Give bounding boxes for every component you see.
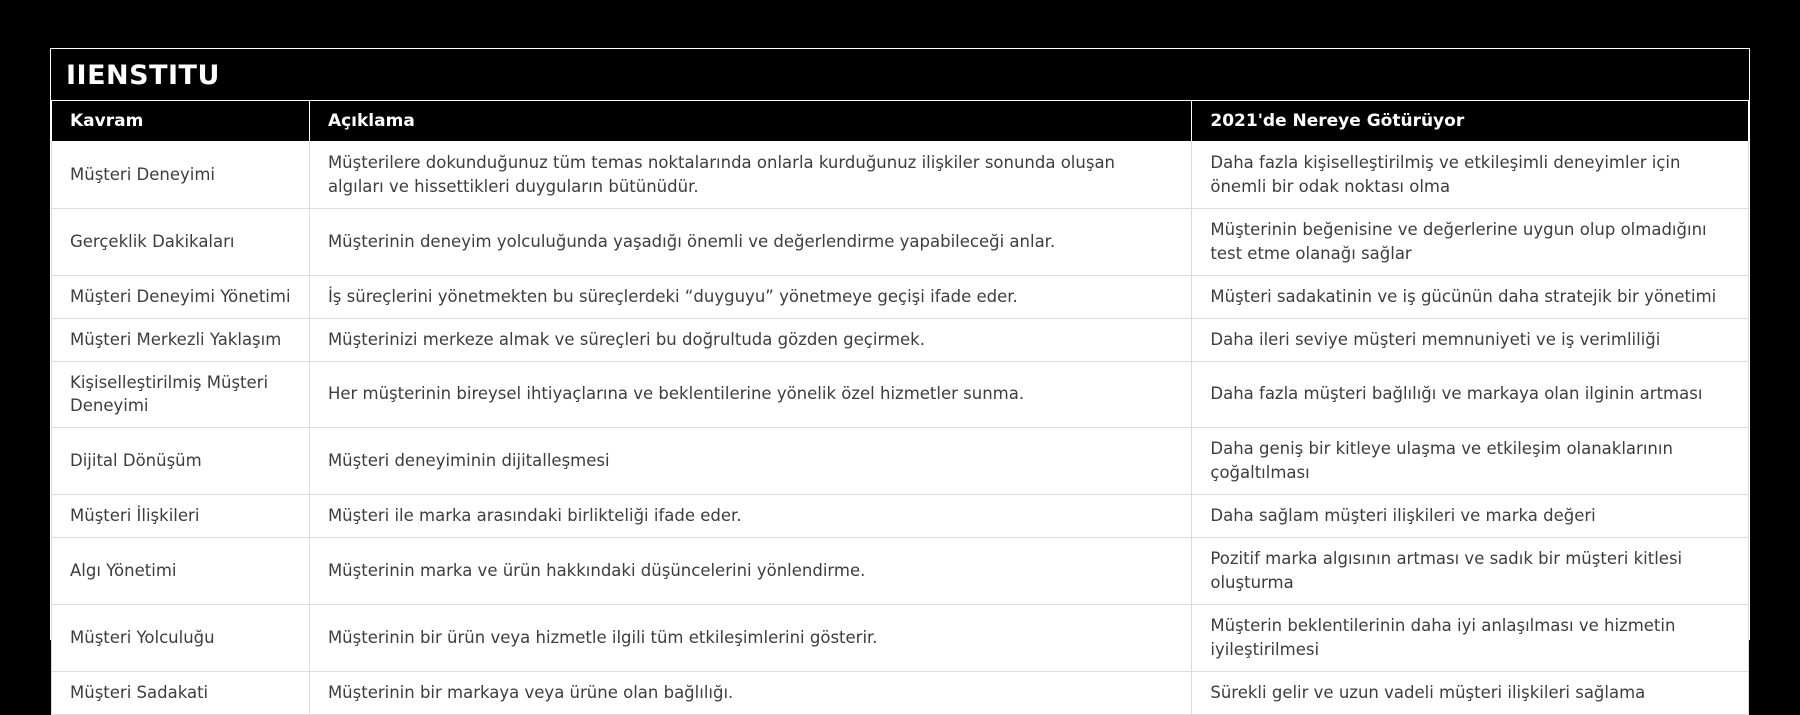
nereye-goturuyor-cell: Daha ileri seviye müşteri memnuniyeti ve iş verimliliği: [1192, 318, 1749, 361]
nereye-goturuyor-cell: Daha fazla kişiselleştirilmiş ve etkileşimli deneyimler için önemli bir odak noktası olma: [1192, 142, 1749, 209]
nereye-goturuyor-cell: Müşterin beklentilerinin daha iyi anlaşılması ve hizmetin iyileştirilmesi: [1192, 604, 1749, 671]
table-row: [52, 361, 1749, 428]
aciklama-cell: Her müşterinin bireysel ihtiyaçlarına ve beklentilerine yönelik özel hizmetler sunma.: [309, 361, 1191, 428]
kavram-cell: Müşteri İlişkileri: [52, 495, 310, 538]
aciklama-cell: Müşterinin bir ürün veya hizmetle ilgili tüm etkileşimlerini gösterir.: [309, 604, 1191, 671]
concept-table-card: [50, 48, 1750, 702]
nereye-goturuyor-cell: Daha geniş bir kitleye ulaşma ve etkileşim olanaklarının çoğaltılması: [1192, 428, 1749, 495]
aciklama-cell: Müşteri deneyiminin dijitalleşmesi: [309, 428, 1191, 495]
nereye-goturuyor-cell: Sürekli gelir ve uzun vadeli müşteri ilişkileri sağlama: [1192, 671, 1749, 714]
nereye-goturuyor-cell: Müşteri sadakatinin ve iş gücünün daha stratejik bir yönetimi: [1192, 275, 1749, 318]
aciklama-cell: Müşterinizi merkeze almak ve süreçleri bu doğrultuda gözden geçirmek.: [309, 318, 1191, 361]
kavram-cell: Algı Yönetimi: [52, 538, 310, 605]
aciklama-cell: Müşterinin deneyim yolculuğunda yaşadığı önemli ve değerlendirme yapabileceği anlar.: [309, 208, 1191, 275]
table-header-row: [52, 101, 1749, 142]
column-header-aciklama: Açıklama: [309, 101, 1191, 142]
aciklama-cell: Müşteri ile marka arasındaki birlikteliği ifade eder.: [309, 495, 1191, 538]
column-header-2021: 2021'de Nereye Götürüyor: [1192, 101, 1749, 142]
kavram-cell: Müşteri Deneyimi Yönetimi: [52, 275, 310, 318]
table-row: [52, 208, 1749, 275]
nereye-goturuyor-cell: Daha sağlam müşteri ilişkileri ve marka değeri: [1192, 495, 1749, 538]
kavram-cell: Gerçeklik Dakikaları: [52, 208, 310, 275]
table-row: [52, 671, 1749, 714]
table-body: [52, 142, 1749, 715]
aciklama-cell: Müşterilere dokunduğunuz tüm temas noktalarında onlarla kurduğunuz ilişkiler sonunda oluşan algıları ve hissettikleri duyguların bütünüdür.: [309, 142, 1191, 209]
aciklama-cell: Müşterinin marka ve ürün hakkındaki düşüncelerini yönlendirme.: [309, 538, 1191, 605]
table-row: [52, 275, 1749, 318]
kavram-cell: Müşteri Yolculuğu: [52, 604, 310, 671]
kavram-cell: Müşteri Merkezli Yaklaşım: [52, 318, 310, 361]
card-title: IIENSTITU: [66, 60, 220, 91]
table-row: [52, 538, 1749, 605]
concepts-table: [51, 100, 1749, 715]
nereye-goturuyor-cell: Pozitif marka algısının artması ve sadık bir müşteri kitlesi oluşturma: [1192, 538, 1749, 605]
table-row: [52, 604, 1749, 671]
table-row: [52, 318, 1749, 361]
table-row: [52, 428, 1749, 495]
aciklama-cell: İş süreçlerini yönetmekten bu süreçlerdeki “duyguyu” yönetmeye geçişi ifade eder.: [309, 275, 1191, 318]
kavram-cell: Müşteri Deneyimi: [52, 142, 310, 209]
kavram-cell: Kişiselleştirilmiş Müşteri Deneyimi: [52, 361, 310, 428]
column-header-kavram: Kavram: [52, 101, 310, 142]
kavram-cell: Müşteri Sadakati: [52, 671, 310, 714]
table-row: [52, 495, 1749, 538]
aciklama-cell: Müşterinin bir markaya veya ürüne olan bağlılığı.: [309, 671, 1191, 714]
table-row: [52, 142, 1749, 209]
kavram-cell: Dijital Dönüşüm: [52, 428, 310, 495]
nereye-goturuyor-cell: Daha fazla müşteri bağlılığı ve markaya olan ilginin artması: [1192, 361, 1749, 428]
nereye-goturuyor-cell: Müşterinin beğenisine ve değerlerine uygun olup olmadığını test etme olanağı sağlar: [1192, 208, 1749, 275]
